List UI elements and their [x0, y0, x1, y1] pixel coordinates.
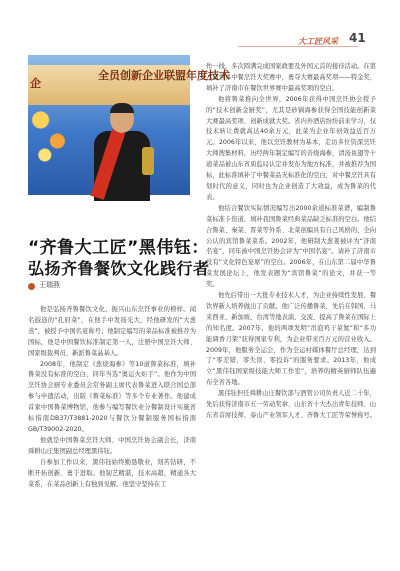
author-bullet-icon [28, 283, 35, 290]
flowers-decoration [28, 99, 70, 169]
article-title-line2: 弘扬齐鲁餐饮文化践行者 [28, 259, 210, 278]
article-title-line1: “齐鲁大工匠”黑伟钰： [28, 238, 209, 258]
page-number: 41 [349, 31, 366, 45]
paragraph: 他先后带出一大批专业技术人才，为企业持续性发展、餐饮界新人培养做出了贡献。他广泛传播鲁菜，先后在韩国、马来西亚、新加坡、台湾等地表演、交流、提高了鲁菜在国际上的知名度。2007年，他的两项发明“吊泡鸡干菜氮”和“多功能调香刀架”获得国家专利，为企业带来百万元的营业收入。2009年，他服务全运会，作为全运村媒体餐厅总经理，达到了“零差错、零失误、零投诉”的服务要求。2013年，他成立“黑伟钰国家级技能大师工作室”，培养的精英厨师队伍遍布全省各地。 [206, 292, 377, 387]
section-title: 大工匠风采 [298, 37, 338, 46]
article-photo [28, 55, 230, 195]
paragraph: 自参加工作以来，黑伟钰始终勤恳敬业，刻苦钻研，不断开拓创新、勇于进取。他韧艺精湛，技术高超，精通各大菜系，在菜品创新上有独到见解。他坚守坚持在工 [28, 458, 196, 488]
author-name: 王瑞燕 [39, 281, 60, 289]
body-column-left [28, 305, 196, 545]
paragraph: 黑伟钰担任舜耕山庄餐饮部与酒管公司负责人近二十年，先后获得济南市五一劳动奖章、山东省十大杰出青年技师、山东省首席技师、泰山产业领军人才、齐鲁大工匠等荣誉称号。 [206, 390, 377, 419]
paragraph: 2008年，他制定《葱烧海参》等10道鲁菜标准，填补鲁菜没有标准的空白，同年当选“奥运火炬手”。他作为中国烹饪协会厨专业委员会常务副主席代表鲁菜进入联合国总部参与申遗活动，出版《鲁菜标准》等多个专业著作。他建成首家中国鲁菜博物馆，他参与编写餐饮业分餐制设计实施省标指南DB37/T3881-2020与餐饮分餐制服务国标指南GB/T39002-2020。 [28, 360, 196, 433]
paragraph: 他就是中国鲁菜烹饪大师、中国烹饪协会副会长，济南舜耕山庄集团副总经理黑伟钰。 [28, 436, 196, 455]
paragraph: 他将鲁菜推向全世界，2006年获得中国烹饪协会授予的“技术创新金厨奖”，尤其是砂锅海参获得全国技能创新菜大赛最高奖项、创新成就大奖。省内外酒店纷纷前来学习，仅技术转让费就高达40余万元，此菜为企业年创效益近百万元。2006年以来，他以烹饪教材为基本，走访多位资深烹饪大师搜集材料，历经两年制定编写的善烧海参，清汤鱼翅等十道菜品被山东省质监局认定并发布为地方标准，并被推荐为国标，此标准填补了中餐菜品无标准化的空白，对中餐烹饪具有划时代的意义，同时也为企业创造了大效益，成为鲁菜的代表。 [206, 95, 377, 201]
person-hair [110, 103, 134, 113]
body-column-right [206, 62, 376, 552]
photo-banner-left-text: 企 [30, 77, 41, 90]
paragraph: 他结合餐饮实际情况编写出2000余道标准菜谱，编制鲁菜标准卡资道，填补我国鲁菜经典菜品缺乏标准的空白。他结合鲁菜、秦菜、晋菜等外系、北菜创编具有自己风格的、全向公认的宾馆鲁菜菜系。2002年，他研制大葱姜被评为“济南名宴”，同年被中国烹饪协会评为“中国名宴”。请补了济南市没有“文化特色宴席”的空白。2006年，在山东第二届中华鲁菜发展论坛上，他发表题为“宾馆鲁菜”的论文，并获一等奖。 [206, 204, 377, 289]
paragraph: 他是弘扬齐鲁餐饮文化、振兴山东烹饪事业的榜样。闻名遐迩的“孔府菜”，在他手中发扬光大，经他研发的“大葱蒸”，被授予中国名宴称号；他制定编写的菜品标准被推荐为国标，他是中国餐饮标准制定第一人，注册中国烹饪大师、国家级裁判员、新派鲁菜晶基人。 [28, 306, 196, 357]
paragraph: 作一线，多次圆满完成国家政要及外国元首的接待活动。在第六届世界中餐烹饪大奖赛中，勇夺大赛最高奖项——特金奖，填补了济南市在餐饮世界赛中最高奖项的空白。 [206, 63, 377, 92]
trophy [142, 147, 154, 175]
photo-banner-text: 全员创新企业联盟年度技术 [98, 69, 230, 82]
